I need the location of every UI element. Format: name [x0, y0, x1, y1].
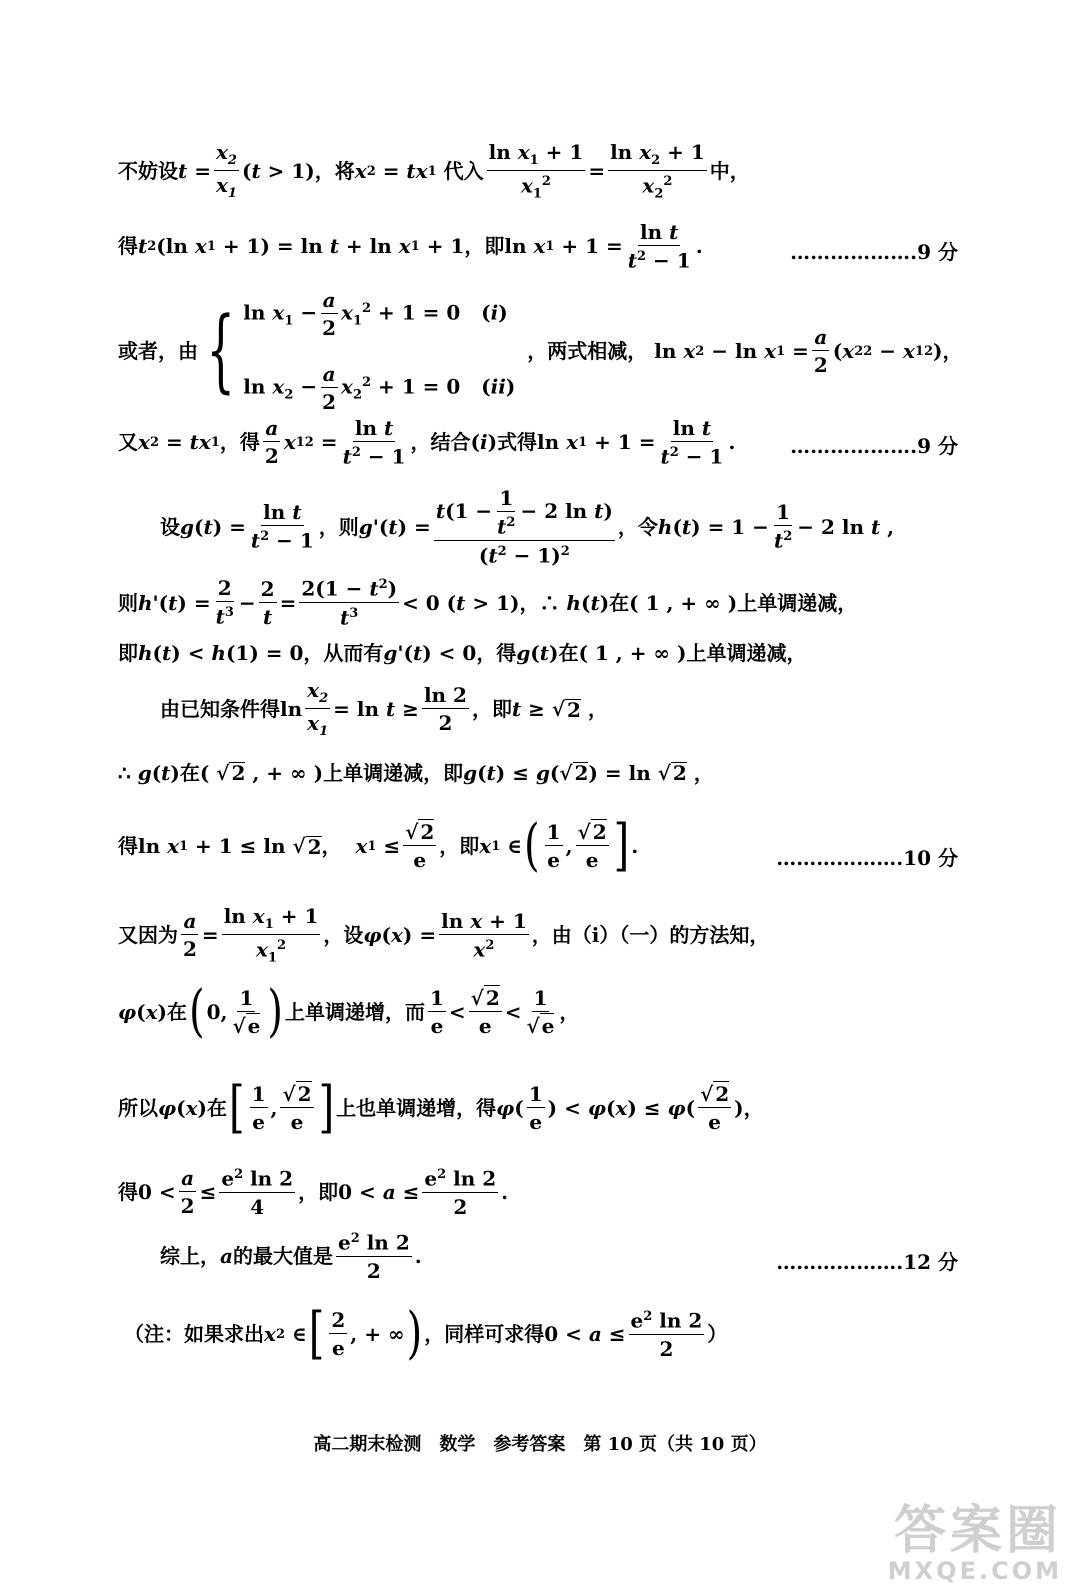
- watermark-logo: 答案圈 MXQE.COM: [887, 1501, 1062, 1585]
- line-10: 得 ln x 1 + 1 ≤ ln √ 2 ， x 1 ≤ $\frac{√ 2}{e}$ ，即 x 1 ∈ ( $\frac{1}{e}$ , $\frac{√ 2}{e}$ ] .: [118, 813, 639, 879]
- text: 或者，由: [118, 339, 198, 363]
- line-14: 得 0 < $\frac{a}{2}$ ≤ $\frac{e^2 \ln 2}{4}$ ，即 0 < a ≤ $\frac{e^2 \ln 2}{2}$ .: [118, 1166, 509, 1219]
- text: ，设: [323, 923, 364, 948]
- line-3: 或者，由 { $\ln x_1$ − $\frac{a}{2}$ $x_1^2 + 1 = 0$ (i) $\ln x_2$ − $\frac{a}{2}$ $x_2^2 + 1 = 0$ (ii) ，两式相减， ln x 2 − ln x 1 = $\frac{a}{2}$ ( x 2 2 − x 1 2 )，: [118, 288, 963, 414]
- text: 在: [166, 1000, 187, 1024]
- text: 式得: [497, 430, 538, 455]
- line-1: 不妨设 t = $\frac{x_2}{x_1}$ ( t > 1) ，将 x 2 = tx 1 代入 $\frac{\ln x_1 + 1}{x_1^2}$ = $\frac{\ln x_2 + 1}{x_2^2}$ 中，: [118, 140, 750, 202]
- text: ，两式相减，: [527, 339, 648, 363]
- line-7: 即 h ( t ) < h (1) = 0 ，从而有 g '( t ) < 0 ，得 g ( t ) 在 ( 1 , + ∞ ) 上单调递减，: [118, 641, 807, 665]
- text: 即: [118, 641, 138, 665]
- text: ，即: [464, 234, 505, 259]
- line-6: 则 h '( t ) = $\frac{2}{t^3}$ − $\frac{2}{t}$ = $\frac{2(1 - t^2)}{t^3}$ < 0 ( t > 1) ，∴ h ( t ) 在 ( 1 , + ∞ ) 上单调递减，: [118, 576, 858, 630]
- text: ，令: [617, 514, 658, 539]
- text: ，从而有: [303, 641, 384, 665]
- text: ，得: [219, 430, 260, 455]
- text: 在: [206, 1096, 227, 1120]
- text: 得: [118, 234, 138, 259]
- line-2: 得 t 2 (ln x 1 + 1) = ln t + ln x 1 + 1 ，即 ln x 1 + 1 = $\frac{\text{ln t}}{t^2 - 1}$ .: [118, 220, 703, 273]
- line-13: 所以 φ ( x ) 在 [ $\frac{1}{e}$ , $\frac{√ 2}{e}$ ] 上也单调递增，得 φ ( $\frac{1}{e}$ ) < φ ( x ) ≤ φ ( $\frac{√ 2}{e}$ )，: [118, 1075, 764, 1141]
- text: ，同样可求得: [424, 1322, 545, 1347]
- score-9b: ……………….9 分: [790, 434, 958, 458]
- text: 在: [179, 760, 200, 785]
- line-11: 又因为 $\frac{a}{2}$ = $\frac{\ln x_1 + 1}{x_1^2}$ ，设 φ ( x ) = $\frac{\text{ln x + 1}}{x^2}$ ，由（i）（一）的方法知，: [118, 904, 770, 966]
- text: ，: [321, 834, 342, 858]
- text: 中，: [709, 159, 750, 184]
- text: 又因为: [118, 923, 178, 948]
- text: 上也单调递增，得: [336, 1096, 497, 1120]
- line-15: 综上， a 的最大值是 $\frac{e^2 \ln 2}{2}$ .: [160, 1230, 422, 1283]
- text: ∴: [118, 760, 131, 785]
- text: ，由（i）（一）的方法知，: [531, 923, 770, 948]
- text: ，即: [298, 1180, 339, 1205]
- text: 代入: [443, 159, 484, 184]
- text: ，∴: [519, 590, 560, 615]
- text: 又: [118, 430, 138, 455]
- text: ，即: [471, 697, 512, 721]
- brace-icon: {: [206, 298, 235, 403]
- line-12: φ ( x ) 在 ( 0, $\frac{1}{√ e}$ ) 上单调递增，而 $\frac{1}{e}$ < $\frac{√ 2}{e}$ < $\frac{1}{√ e}$ ，: [118, 979, 580, 1045]
- fraction: $\frac{x_2}{x_1}$: [215, 140, 237, 202]
- text: 得: [118, 834, 138, 858]
- text: 在: [558, 641, 579, 665]
- text: 不妨设: [118, 159, 178, 184]
- text: 在: [609, 590, 630, 615]
- text: 所以: [118, 1096, 158, 1120]
- score-10: ……………….10 分: [776, 846, 958, 870]
- text: 上单调递减，: [737, 590, 858, 615]
- line-5: 设 g ( t ) = $\frac{\text{ln t}}{t^2 - 1}$ ，则 g '( t ) = t(1 − $\frac{1}{t^2}$ − 2 ln t) $(t^2 - 1)^2$ ，令 h ( t ) = 1 − $\frac{1}{t^2}$ − 2 ln t ,: [160, 486, 895, 568]
- text: 上单调递增，而: [284, 1000, 425, 1024]
- text: ，则: [318, 514, 359, 539]
- text: 上单调递减，即: [323, 760, 464, 785]
- text: ，得: [476, 641, 517, 665]
- text: 上单调递减，: [686, 641, 807, 665]
- text: ，将: [314, 159, 355, 184]
- text: 则: [118, 590, 138, 615]
- text: 综上，: [160, 1244, 220, 1269]
- page-footer: 高二期末检测 数学 参考答案 第 10 页（共 10 页）: [313, 1434, 767, 1455]
- text: ，结合: [410, 430, 471, 455]
- text: 的最大值是: [232, 1244, 333, 1269]
- text: （注：如果求出: [124, 1322, 264, 1347]
- line-16: （注：如果求出 x 2 ∈ [ $\frac{2}{e}$ , + ∞ ) ，同样可求得 0 < a ≤ $\frac{e^2 \ln 2}{2}$ ）: [124, 1302, 728, 1367]
- score-9a: ……………….9 分: [790, 240, 958, 264]
- line-8: 由已知条件得 ln $\frac{x_2}{x_1}$ = ln t ≥ $\frac{\ln 2}{2}$ ，即 t ≥ √ 2 ，: [160, 678, 608, 739]
- line-4: 又 x 2 = tx 1 ，得 $\frac{a}{2}$ x 1 2 = $\frac{\text{ln t}}{t^2 - 1}$ ，结合 ( i ) 式得 ln x 1 + 1 = $\frac{\text{ln t}}{t^2 - 1}$ .: [118, 416, 736, 469]
- score-12: ……………….12 分: [776, 1250, 958, 1274]
- text: 设: [160, 514, 180, 539]
- text: 得: [118, 1180, 138, 1205]
- text: ，即: [439, 834, 480, 858]
- text: 由已知条件得: [160, 697, 280, 721]
- line-9: ∴ g ( t ) 在 ( √ 2 , + ∞ ) 上单调递减，即 g ( t ) ≤ g (√ 2 ) = ln √ 2 ，: [118, 760, 714, 785]
